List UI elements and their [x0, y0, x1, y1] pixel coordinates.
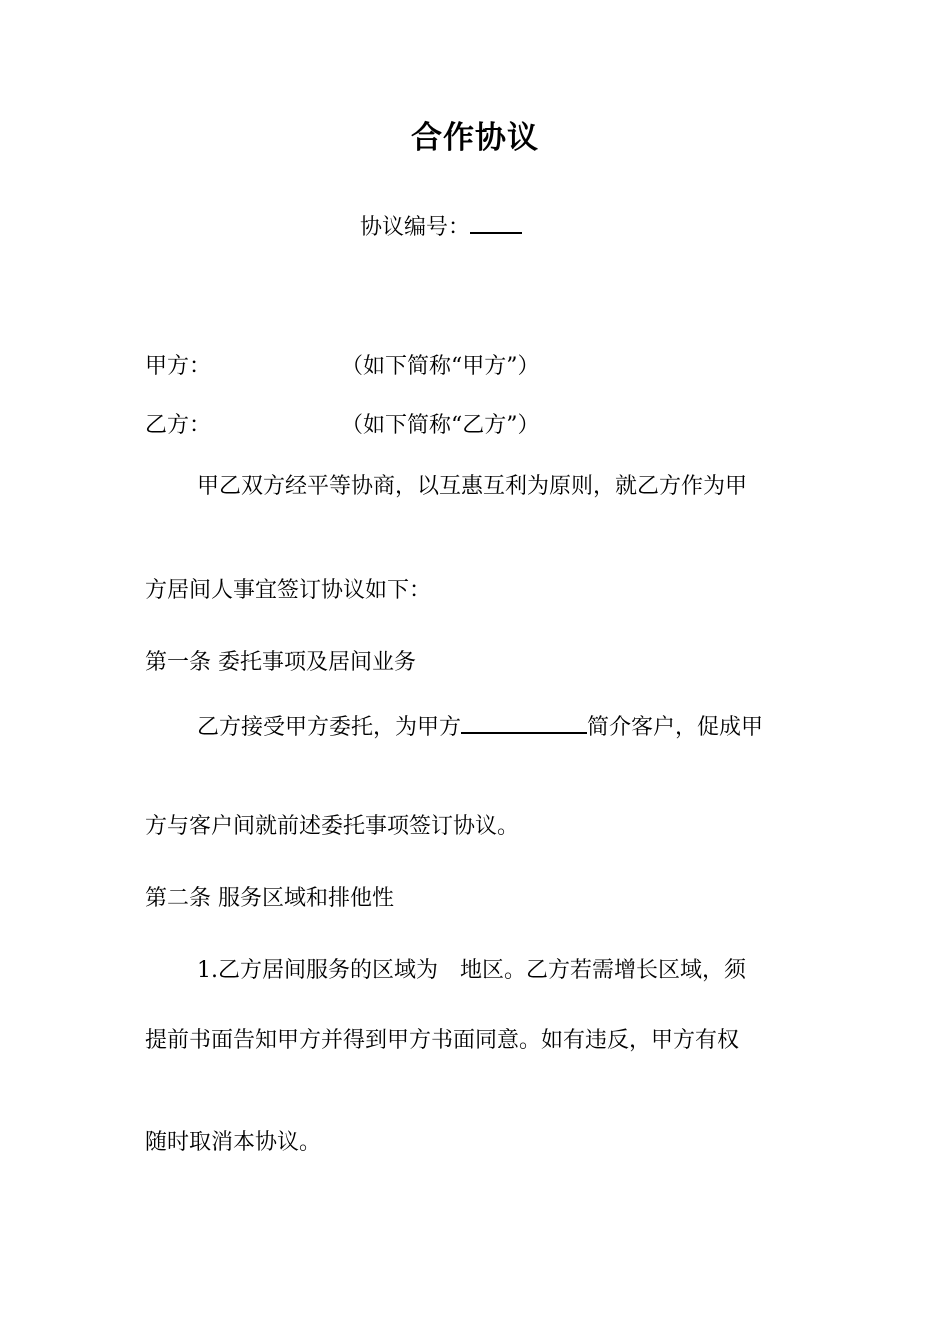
party-b-row [145, 411, 540, 441]
article-2-line-2: 提前书面告知甲方并得到甲方书面同意。如有违反，甲方有权 [145, 1028, 740, 1053]
article-1-blank [461, 708, 587, 734]
article-1-text-after: 简介客户，促成甲 [587, 715, 764, 740]
party-b-alias: （如下简称“乙方”） [341, 413, 540, 438]
article-2-text-before: 1.乙方居间服务的区域为 [197, 958, 438, 983]
article-2-heading: 第二条 服务区域和排他性 [145, 886, 394, 911]
party-a-row [145, 352, 540, 382]
preamble-line-2: 方居间人事宜签订协议如下： [145, 578, 432, 603]
agreement-number-label: 协议编号： [360, 215, 471, 240]
article-1-text-before: 乙方接受甲方委托，为甲方 [197, 715, 462, 740]
agreement-number-row [360, 208, 522, 243]
article-1-line-2: 方与客户间就前述委托事项签订协议。 [145, 814, 520, 839]
preamble-line-1: 甲乙双方经平等协商，以互惠互利为原则，就乙方作为甲 [197, 474, 748, 499]
agreement-number-blank [470, 208, 522, 234]
article-2-line-3: 随时取消本协议。 [145, 1130, 322, 1155]
article-1-heading: 第一条 委托事项及居间业务 [145, 650, 416, 675]
article-1-line-1 [197, 708, 763, 743]
party-a-alias: （如下简称“甲方”） [341, 354, 540, 379]
party-a-label: 甲方： [145, 354, 212, 379]
article-2-text-after: 地区。乙方若需增长区域，须 [460, 958, 747, 983]
party-b-label: 乙方： [145, 413, 212, 438]
document-title: 合作协议 [411, 120, 539, 156]
article-2-line-1 [197, 956, 746, 986]
